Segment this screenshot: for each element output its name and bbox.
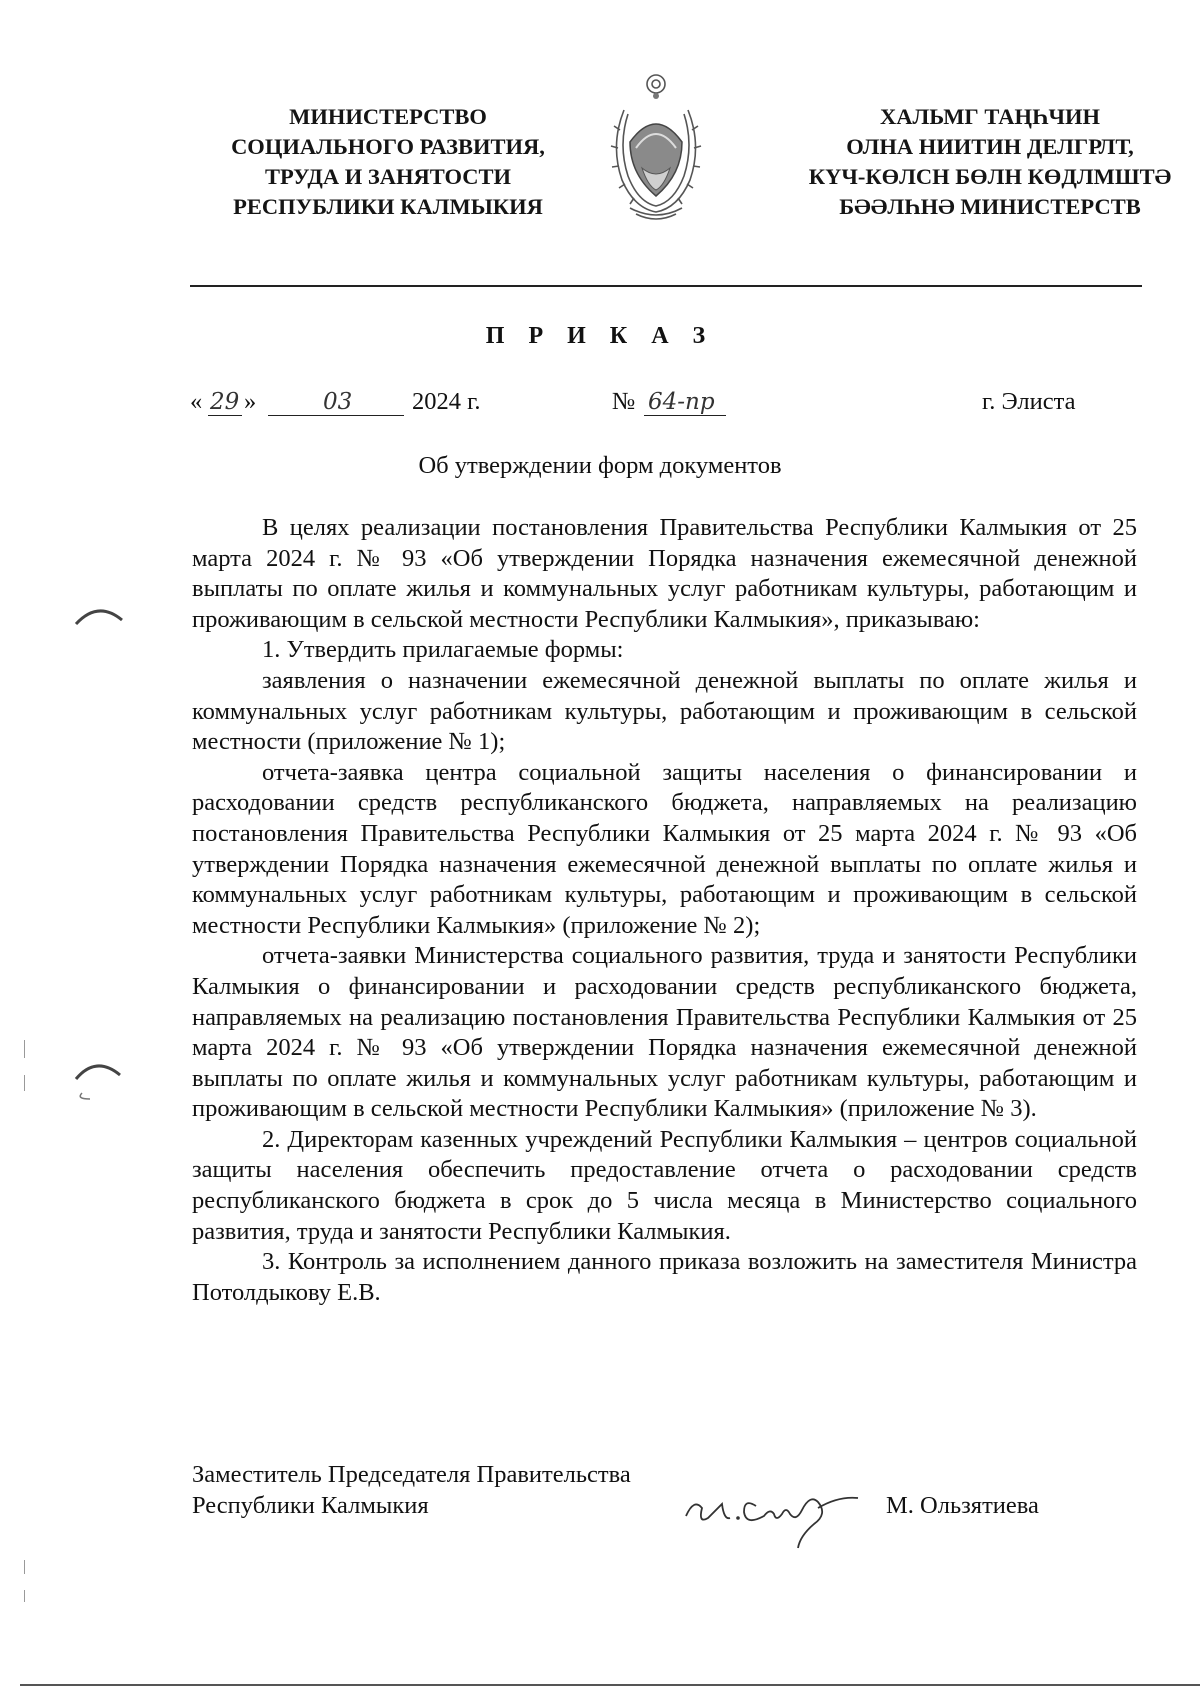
body-paragraph: 3. Контроль за исполнением данного приказа возложить на заместителя Министра Потолдыкову Е.В. <box>192 1248 1137 1306</box>
ministry-name-line: СОЦИАЛЬНОГО РАЗВИТИЯ, <box>231 134 545 159</box>
handwritten-signature <box>678 1468 918 1558</box>
signatory-position-line: Республики Калмыкия <box>192 1492 429 1519</box>
body-paragraph: отчета-заявка центра социальной защиты населения о финансировании и расходовании средств республиканского бюджета, направляемых на реализацию постановления Правительства Республики Калмыкия от 25 марта 2024 г. № 93 «Об утверждении Порядка назначения ежемесячной денежной выплаты по оплате жилья и коммунальных услуг работникам культуры, работающим и проживающим в сельской местности Республики Калмыкия» (приложение № 2); <box>192 758 1137 939</box>
margin-tick <box>24 1040 25 1058</box>
hole-punch-mark <box>68 1055 128 1105</box>
ministry-name-line: КҮЧ-КӨЛСН БӨЛН КӨДЛМШТӘ <box>808 164 1172 189</box>
ministry-name-line: ХАЛЬМГ ТАҢҺЧИН <box>879 104 1101 129</box>
ministry-name-kalmyk <box>780 102 1200 222</box>
date-day: 29 <box>210 389 240 415</box>
document-type-title: П Р И К А З <box>485 323 715 349</box>
ministry-name-line: МИНИСТЕРСТВО <box>289 104 487 129</box>
date-year: 2024 г. <box>412 388 481 415</box>
body-paragraph: В целях реализации постановления Правительства Республики Калмыкия от 25 марта 2024 г. № 93 «Об утверждении Порядка назначения ежемесячной денежной выплаты по оплате жилья и коммунальных услуг работникам культуры, работающим и проживающим в сельской местности Республики Калмыкия», приказываю: <box>192 514 1137 633</box>
signatory-position-line: Заместитель Председателя Правительства <box>192 1461 631 1488</box>
order-number-underline <box>644 415 726 416</box>
ministry-name-russian <box>178 102 598 222</box>
city-name: г. Элиста <box>982 388 1076 415</box>
ministry-name-line: РЕСПУБЛИКИ КАЛМЫКИЯ <box>233 194 543 219</box>
ministry-name-line: БӘӘЛҺНӘ МИНИСТЕРСТВ <box>839 194 1141 219</box>
order-number-label: № <box>612 388 636 415</box>
page-bottom-edge <box>20 1684 1200 1686</box>
date-open-quote: « <box>190 388 203 415</box>
body-paragraph: заявления о назначении ежемесячной денежной выплаты по оплате жилья и коммунальных услуг работникам культуры, работающим и проживающим в сельской местности (приложение № 1); <box>192 666 1137 756</box>
ministry-name-line: ОЛНА НИИТИН ДЕЛГРЛТ, <box>846 134 1134 159</box>
hole-punch-mark <box>70 600 130 630</box>
body-paragraph: отчета-заявки Министерства социального развития, труда и занятости Республики Калмыкия о финансировании и расходовании средств республиканского бюджета, направляемых на реализацию постановления Правительства Республики Калмыкия от 25 марта 2024 г. № 93 «Об утверждении Порядка назначения ежемесячной денежной выплаты по оплате жилья и коммунальных услуг работникам культуры, работающим и проживающим в сельской местности Республики Калмыкия» (приложение № 3). <box>192 942 1137 1123</box>
header-divider <box>190 285 1142 287</box>
body-paragraph: 1. Утвердить прилагаемые формы: <box>262 636 624 664</box>
signatory-position <box>192 1459 631 1521</box>
date-month-underline <box>268 415 404 416</box>
margin-tick <box>24 1560 25 1574</box>
body-paragraph: 2. Директорам казенных учреждений Республики Калмыкия – центров социальной защиты населения обеспечить предоставление отчета о расходовании средств республиканского бюджета в срок до 5 числа месяца в Министерство социального развития, труда и занятости Республики Калмыкия. <box>192 1125 1137 1245</box>
date-close-quote: » <box>244 388 257 415</box>
order-body <box>192 513 1137 1308</box>
margin-tick <box>24 1075 25 1091</box>
margin-tick <box>24 1590 25 1602</box>
order-number: 64-пр <box>648 389 715 415</box>
order-subject: Об утверждении форм документов <box>418 452 782 479</box>
ministry-name-line: ТРУДА И ЗАНЯТОСТИ <box>264 164 512 189</box>
date-month: 03 <box>323 389 353 415</box>
date-day-underline <box>208 415 242 416</box>
signatory-name: М. Ользятиева <box>886 1492 1039 1519</box>
coat-of-arms-emblem <box>606 70 706 220</box>
